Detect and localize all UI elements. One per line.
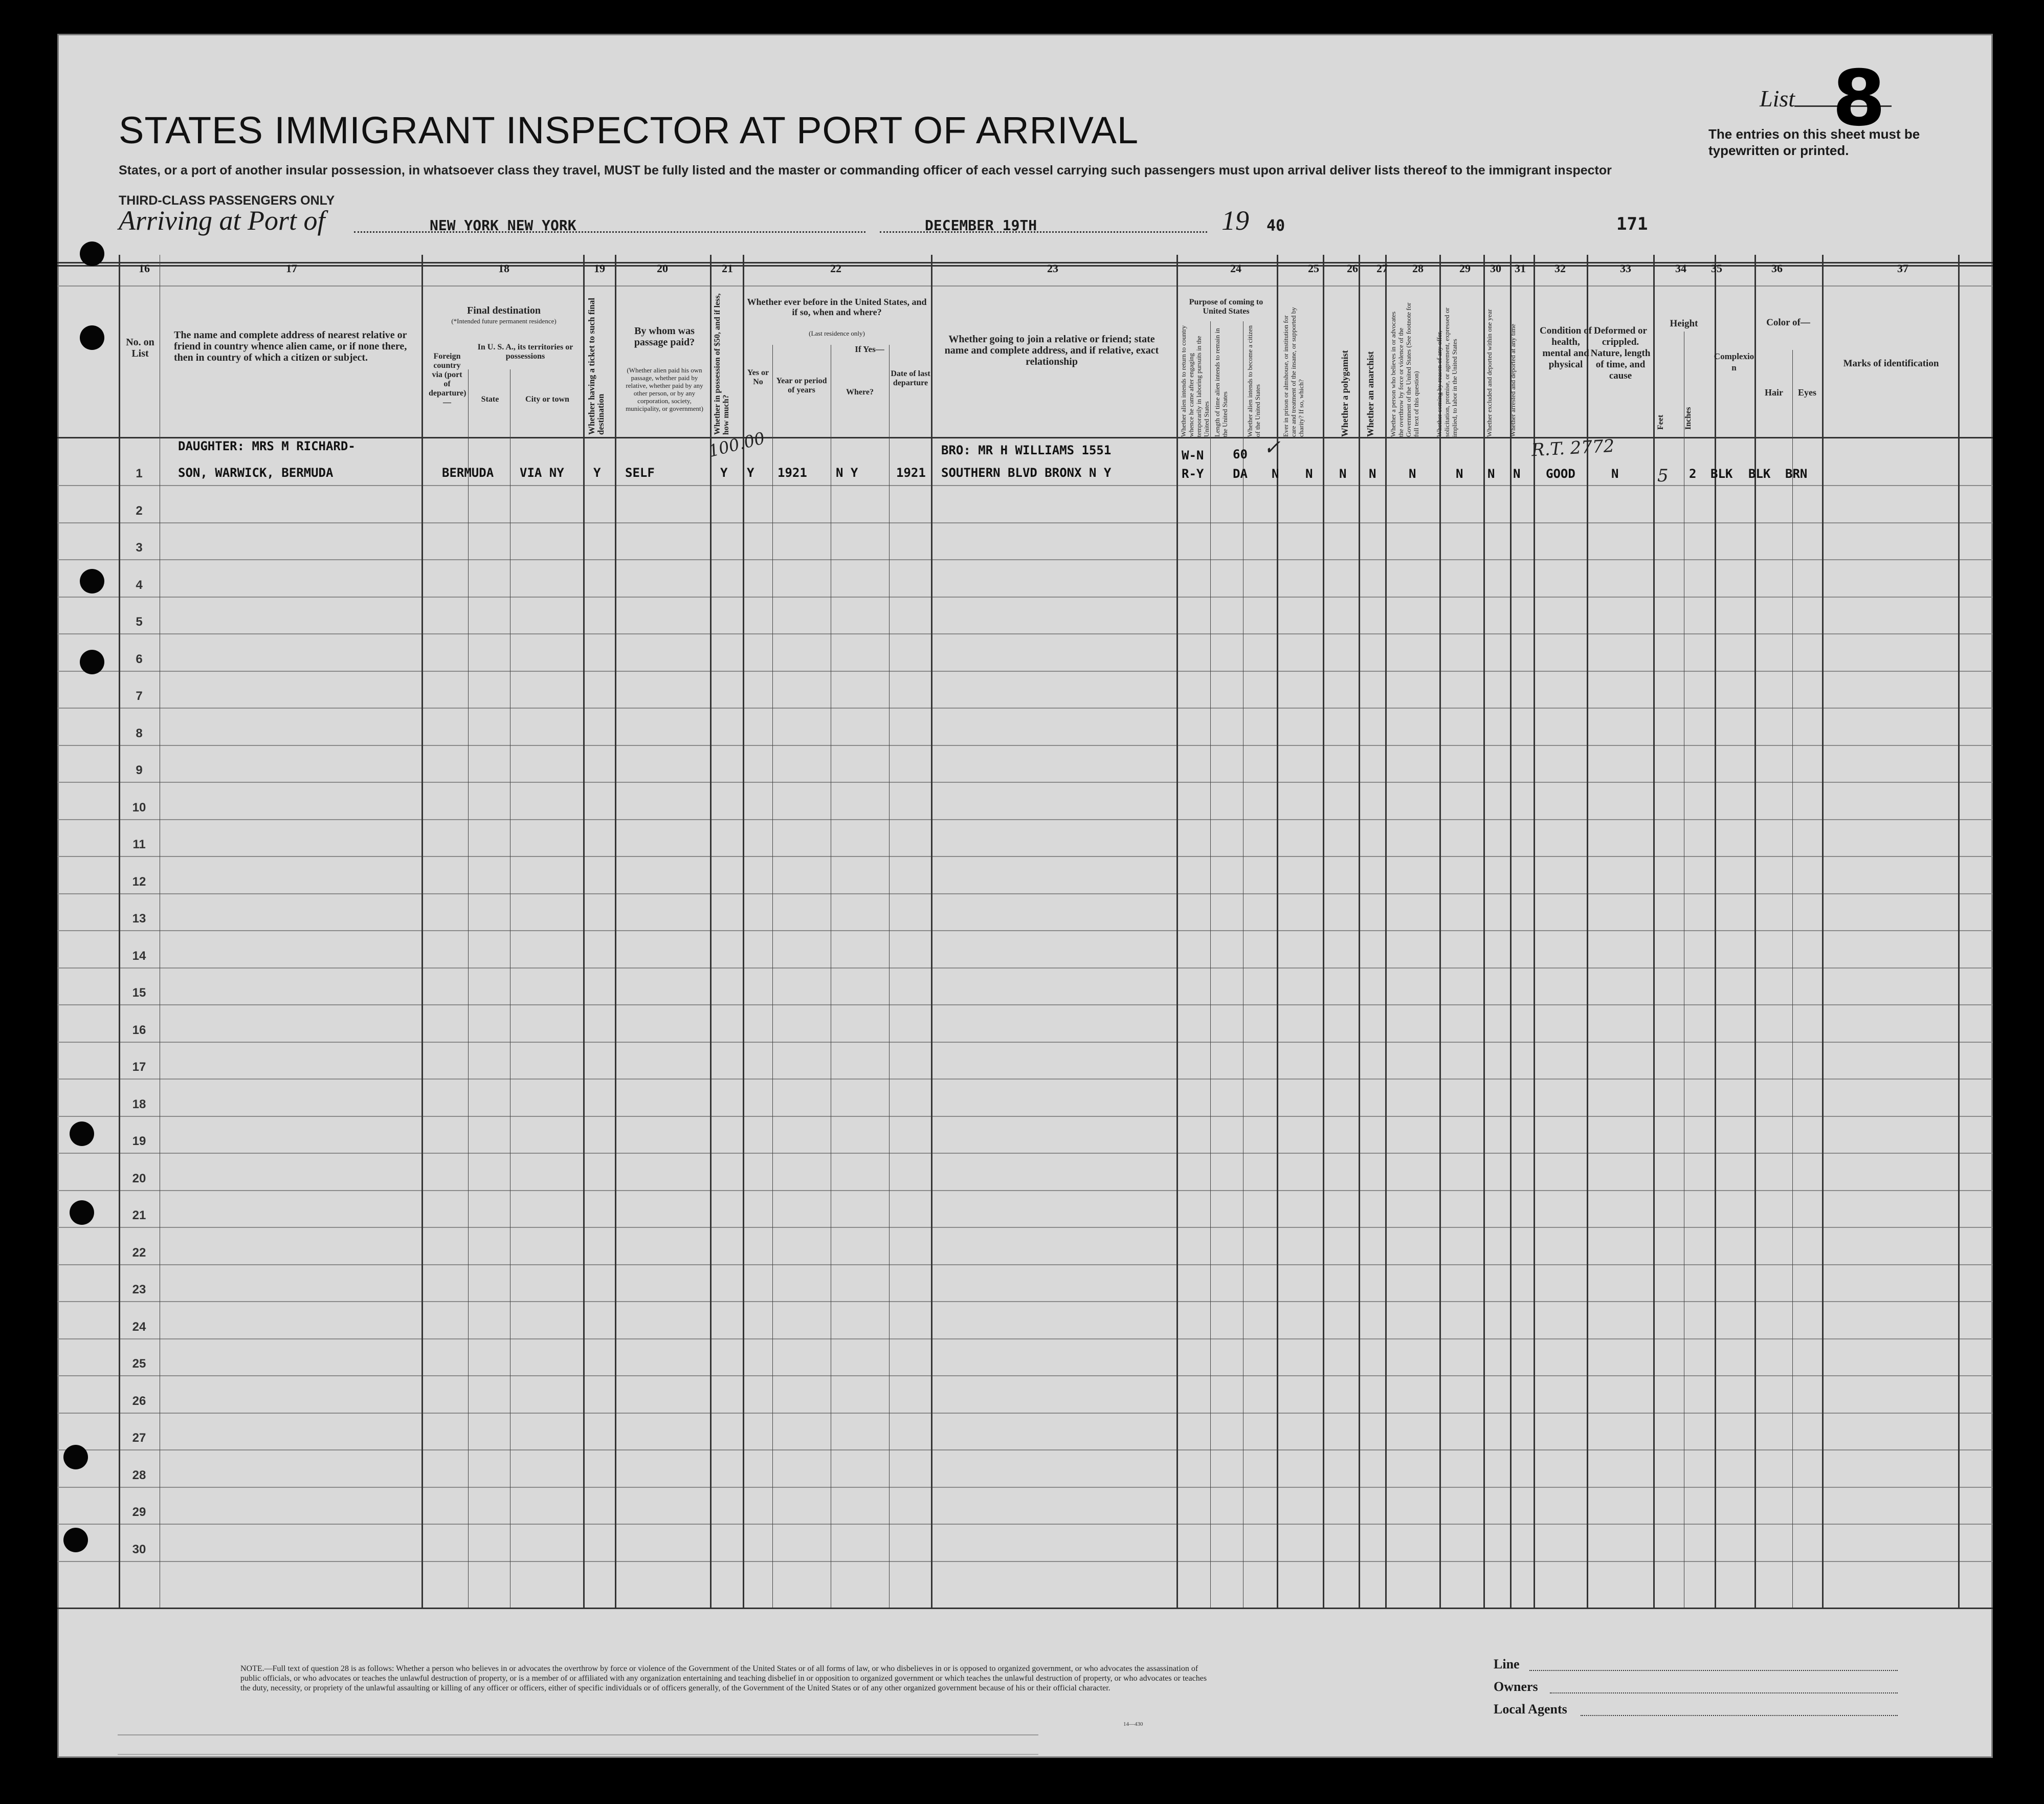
header-33: Deformed or crippled. Nature, length of time, and cause xyxy=(1590,325,1651,381)
binder-hole xyxy=(80,241,104,266)
row-rule xyxy=(57,1301,1993,1302)
page-title: STATES IMMIGRANT INSPECTOR AT PORT OF ARRIVAL xyxy=(119,109,1139,151)
colnum-31: 31 xyxy=(1515,262,1526,275)
header-27: Whether an anarchist xyxy=(1365,351,1375,437)
entry-before-date: 1921 xyxy=(896,466,926,480)
entry-purpose-line2: R-Y xyxy=(1182,467,1204,481)
colnum-35: 35 xyxy=(1711,262,1722,275)
row-number: 15 xyxy=(132,986,146,1000)
entry-ticket: Y xyxy=(593,466,601,480)
header-22-where: Where? xyxy=(846,388,874,397)
col-17-right xyxy=(421,255,423,1608)
col-30-right xyxy=(1510,255,1512,1608)
sheet-number: 171 xyxy=(1616,214,1648,234)
date-value: DECEMBER 19TH xyxy=(925,217,1037,234)
row-rule xyxy=(57,522,1993,523)
entry-anarchist: N xyxy=(1369,467,1376,481)
colnum-26: 26 xyxy=(1347,262,1358,275)
header-34-feet: Feet xyxy=(1656,414,1665,430)
entry-offer: N xyxy=(1456,467,1463,481)
colnum-17: 17 xyxy=(286,262,297,275)
col-21-right xyxy=(743,255,744,1608)
colnum-27: 27 xyxy=(1376,262,1388,275)
year-suffix: 40 xyxy=(1267,217,1285,235)
local-agents-label: Local Agents xyxy=(1494,1702,1567,1717)
col-29-right xyxy=(1483,255,1485,1608)
entry-length-line1: 60 xyxy=(1233,447,1248,461)
header-22-yes-no: Yes or No xyxy=(747,368,769,386)
row-number: 5 xyxy=(136,615,143,629)
row-rule xyxy=(57,1449,1993,1450)
entry-citizen: N xyxy=(1272,467,1279,481)
header-bottom-rule xyxy=(57,437,1993,438)
row-rule xyxy=(57,782,1993,783)
colnum-20: 20 xyxy=(657,262,668,275)
row-rule xyxy=(57,967,1993,969)
form-number: 14—430 xyxy=(1123,1721,1143,1727)
row-rule xyxy=(57,930,1993,931)
entry-hair: BLK xyxy=(1748,467,1771,481)
row-rule xyxy=(57,1116,1993,1117)
row-rule xyxy=(57,856,1993,857)
binder-hole xyxy=(63,1445,88,1469)
colnum-34: 34 xyxy=(1675,262,1686,275)
entry-polygamist: N xyxy=(1339,467,1347,481)
row-rule xyxy=(57,1079,1993,1080)
class-note: THIRD-CLASS PASSENGERS ONLY xyxy=(119,193,335,208)
col-28-right xyxy=(1439,255,1441,1608)
list-label: List xyxy=(1760,85,1795,112)
entry-deported: N xyxy=(1513,467,1521,481)
col-22-where-right xyxy=(889,345,890,1608)
arriving-label: Arriving at Port of xyxy=(119,205,325,236)
row-number: 21 xyxy=(132,1208,146,1222)
header-31: Whether arrested and deported at any time xyxy=(1509,324,1517,437)
row-number: 18 xyxy=(132,1097,146,1111)
line-label: Line xyxy=(1494,1657,1520,1671)
entry-eyes: BRN xyxy=(1785,467,1808,481)
row-rule xyxy=(57,559,1993,560)
entry-feet: 5 xyxy=(1657,466,1669,486)
colnum-21: 21 xyxy=(722,262,733,275)
manifest-grid xyxy=(57,255,1993,1608)
header-23: Whether going to join a relative or friend; state name and complete address, and if relative, exact relationship xyxy=(944,334,1159,367)
header-22-title: Whether ever before in the United States, and if so, when and where? xyxy=(747,297,927,317)
row-rule xyxy=(57,1487,1993,1488)
header-17: The name and complete address of nearest relative or friend in country whence alien came, or if none there, then in country of which a citizen or subject. xyxy=(174,329,407,363)
paper-edge xyxy=(118,1734,1038,1755)
colnum-24: 24 xyxy=(1230,262,1241,275)
entry-prison: N xyxy=(1305,467,1313,481)
header-22-if-yes: If Yes— xyxy=(855,344,884,354)
entry-join-line1: BRO: MR H WILLIAMS 1551 xyxy=(941,443,1112,457)
col-18-foreign-right xyxy=(468,369,469,1608)
entry-length-line2: DA xyxy=(1233,467,1248,481)
colnum-32: 32 xyxy=(1554,262,1566,275)
col-37-right xyxy=(1958,255,1960,1608)
colnum-23: 23 xyxy=(1047,262,1058,275)
col-33-right xyxy=(1653,255,1655,1608)
header-number-rule xyxy=(57,285,1993,287)
row-number: 30 xyxy=(132,1542,146,1556)
row-number: 26 xyxy=(132,1394,146,1408)
row-rule xyxy=(57,597,1993,598)
binder-hole xyxy=(80,569,104,593)
row-number: 3 xyxy=(136,541,143,555)
row-number: 12 xyxy=(132,874,146,889)
header-18-foreign: Foreign country via (port of departure)— xyxy=(429,352,466,407)
colnum-33: 33 xyxy=(1620,262,1631,275)
entry-before-year: 1921 xyxy=(777,466,807,480)
header-36-eyes: Eyes xyxy=(1798,387,1816,398)
row-number: 19 xyxy=(132,1134,146,1148)
row-number: 4 xyxy=(136,578,143,592)
entry-before-where: N Y xyxy=(836,466,858,480)
header-24-title: Purpose of coming to United States xyxy=(1189,298,1263,316)
entry-overthrow: N xyxy=(1409,467,1416,481)
col-24-a-right xyxy=(1210,321,1211,1608)
header-22-year: Year or period of years xyxy=(776,377,827,394)
port-value: NEW YORK NEW YORK xyxy=(430,217,576,234)
col-36-hair-right xyxy=(1792,350,1793,1608)
colnum-28: 28 xyxy=(1412,262,1424,275)
header-18-city: City or town xyxy=(525,395,569,404)
binder-hole xyxy=(80,650,104,674)
row-rule xyxy=(57,1561,1993,1562)
colnum-25: 25 xyxy=(1308,262,1319,275)
header-24-b: Length of time alien intends to remain in the United States xyxy=(1213,328,1229,437)
row-number: 8 xyxy=(136,726,143,740)
row-rule xyxy=(57,1338,1993,1339)
entry-money-handwritten: 100.00 xyxy=(706,428,767,461)
entry-join-line2: SOUTHERN BLVD BRONX N Y xyxy=(941,466,1112,480)
grid-bottom-rule xyxy=(57,1608,1993,1609)
row-number: 9 xyxy=(136,763,143,777)
year-prefix: 19 xyxy=(1221,205,1249,236)
col-22-yes-right xyxy=(772,345,773,1608)
row-rule xyxy=(57,745,1993,746)
row-rule xyxy=(57,1004,1993,1005)
entry-deformed: N xyxy=(1611,467,1619,481)
col-23-right xyxy=(1176,255,1178,1608)
entry-health-handwritten: R.T. 2772 xyxy=(1531,435,1615,461)
binder-hole xyxy=(70,1121,94,1146)
entry-relative-line2: SON, WARWICK, BERMUDA xyxy=(178,466,334,480)
header-18-title: Final destination xyxy=(467,305,541,316)
header-22-sub: (Last residence only) xyxy=(809,329,865,337)
header-29: Whether coming by reason of any offer, solicitation, promise, or agreement, expressed or implied, to labor in the United States xyxy=(1435,307,1458,437)
header-30: Whether excluded and deported within one year xyxy=(1485,309,1493,437)
colnum-19: 19 xyxy=(594,262,605,275)
header-no-on-list: No. on List xyxy=(126,337,154,359)
row-number: 1 xyxy=(136,467,143,480)
colnum-18: 18 xyxy=(498,262,509,275)
header-34-inches: Inches xyxy=(1684,407,1693,430)
header-24-a: Whether alien intends to return to country whence he came after engaging temporarily in laboring pursuits in the United States xyxy=(1180,325,1210,437)
row-number: 11 xyxy=(132,838,146,851)
colnum-37: 37 xyxy=(1897,262,1908,275)
header-36-title: Color of— xyxy=(1766,317,1810,328)
row-number: 24 xyxy=(132,1319,146,1334)
header-19: Whether having a ticket to such final destination xyxy=(587,298,606,435)
row-number: 20 xyxy=(132,1171,146,1185)
row-number: 14 xyxy=(132,949,146,963)
header-37: Marks of identification xyxy=(1843,358,1939,369)
list-note: The entries on this sheet must be typewritten or printed. xyxy=(1708,126,1920,158)
header-22-date: Date of last departure xyxy=(891,369,930,387)
row-rule xyxy=(57,485,1993,486)
entry-complexion: BLK xyxy=(1710,467,1733,481)
col-27-right xyxy=(1385,255,1387,1608)
col-26-right xyxy=(1359,255,1360,1608)
header-28: Whether a person who believes in or advocates the overthrow by force or violence of the Government of the United States (See footnote for full text of this question) xyxy=(1389,302,1420,437)
owners-label: Owners xyxy=(1494,1679,1538,1694)
agents-signature-line xyxy=(1581,1715,1898,1716)
row-rule xyxy=(57,1264,1993,1265)
col-35-right xyxy=(1754,255,1756,1608)
header-32: Condition of health, mental and physical xyxy=(1540,325,1592,370)
header-20-title: By whom was passage paid? xyxy=(634,325,695,348)
row-rule xyxy=(57,893,1993,894)
row-rule xyxy=(57,671,1993,672)
row-number: 7 xyxy=(136,689,143,703)
row-rule xyxy=(57,1190,1993,1191)
header-21: Whether in possession of $50, and if less, how much? xyxy=(713,293,730,435)
header-36-hair: Hair xyxy=(1765,387,1783,398)
row-rule xyxy=(57,1524,1993,1525)
row-number: 10 xyxy=(132,800,146,815)
owners-signature-line xyxy=(1550,1692,1898,1693)
footnote-question-28: NOTE.—Full text of question 28 is as follows: Whether a person who believes in or advocates the overthrow by force or violence of the Government of the United States or of all forms of law, or who disbelieves in or is opposed to organized government, or who advocates the assassination of public officials, or who advocates or teaches the unlawful destruction of property, or is a member of or affiliated with any organization entertaining and teaching disbelief in or opposition to organized government or which teaches the unlawful destruction of property, or who advocates or teaches the duty, necessity, or propriety of the unlawful assaulting or killing of any officer or officers, either of specific individuals or of officers generally, of the Government of the United States or of any other organized government because of his or their official character. xyxy=(240,1664,1207,1692)
entry-excluded: N xyxy=(1487,467,1495,481)
row-rule xyxy=(57,708,1993,709)
row-rule xyxy=(57,633,1993,634)
row-rule xyxy=(57,1042,1993,1043)
instructions-text: States, or a port of another insular possession, in whatsoever class they travel, MUST be fully listed and the master or commanding officer of each vessel carrying such passengers must upon arrival deliver lists thereof to the immigrant inspector xyxy=(119,163,1612,178)
row-rule xyxy=(57,1153,1993,1154)
list-number: 8 xyxy=(1832,54,1886,143)
colnum-36: 36 xyxy=(1771,262,1783,275)
entry-passage: SELF xyxy=(625,466,655,480)
header-18-sub: (*Intended future permanent residence) xyxy=(451,317,557,325)
colnum-22: 22 xyxy=(830,262,841,275)
entry-foreign-country: BERMUDA xyxy=(442,466,494,480)
row-number: 2 xyxy=(136,503,143,518)
row-number: 22 xyxy=(132,1245,146,1260)
colnum-30: 30 xyxy=(1490,262,1501,275)
col-18-right xyxy=(583,255,585,1608)
col-34-right xyxy=(1715,255,1716,1608)
col-36-right xyxy=(1822,255,1824,1608)
header-18-state: State xyxy=(481,395,499,404)
col-22-right xyxy=(931,255,932,1608)
row-rule xyxy=(57,1375,1993,1376)
row-number: 27 xyxy=(132,1431,146,1445)
header-35: Complexion xyxy=(1714,351,1754,372)
row-rule xyxy=(57,819,1993,820)
row-number: 13 xyxy=(132,912,146,926)
row-number: 29 xyxy=(132,1505,146,1519)
header-25: Ever in prison or almshouse, or institution for care and treatment of the insane, or supported by charity? If so, which? xyxy=(1282,307,1305,437)
header-34-title: Height xyxy=(1670,318,1698,329)
check-mark-icon: ✓ xyxy=(1263,436,1281,459)
entry-inches: 2 xyxy=(1689,467,1697,481)
col-19-right xyxy=(615,255,616,1608)
header-18-usa: In U. S. A., its territories or possessions xyxy=(477,343,573,361)
row-number: 16 xyxy=(132,1023,146,1037)
entry-health: GOOD xyxy=(1546,467,1575,481)
row-rule xyxy=(57,1227,1993,1228)
entry-before-yes: Y xyxy=(747,466,754,480)
row-number: 25 xyxy=(132,1357,146,1371)
line-signature-line xyxy=(1529,1670,1898,1671)
row-number: 28 xyxy=(132,1468,146,1482)
header-20-sub: (Whether alien paid his own passage, whether paid by relative, whether paid by any other person, or by any corporation, society, municipality, or government) xyxy=(626,366,703,412)
header-26: Whether a polygamist xyxy=(1340,350,1350,437)
row-number: 6 xyxy=(136,652,143,666)
entry-money: Y xyxy=(720,466,728,480)
entry-purpose-line1: W-N xyxy=(1182,448,1204,463)
row-number: 17 xyxy=(132,1060,146,1074)
binder-hole xyxy=(70,1200,94,1225)
entry-relative-line1: DAUGHTER: MRS M RICHARD- xyxy=(178,439,356,453)
row-rule xyxy=(57,1413,1993,1414)
colnum-29: 29 xyxy=(1459,262,1471,275)
entry-city: VIA NY xyxy=(520,466,564,480)
col-25-right xyxy=(1323,255,1324,1608)
header-24-c: Whether alien intends to become a citizen of the United States xyxy=(1246,325,1261,437)
binder-hole xyxy=(80,325,104,350)
row-number: 23 xyxy=(132,1283,146,1296)
colnum-16: 16 xyxy=(139,262,150,275)
binder-hole xyxy=(63,1528,88,1552)
